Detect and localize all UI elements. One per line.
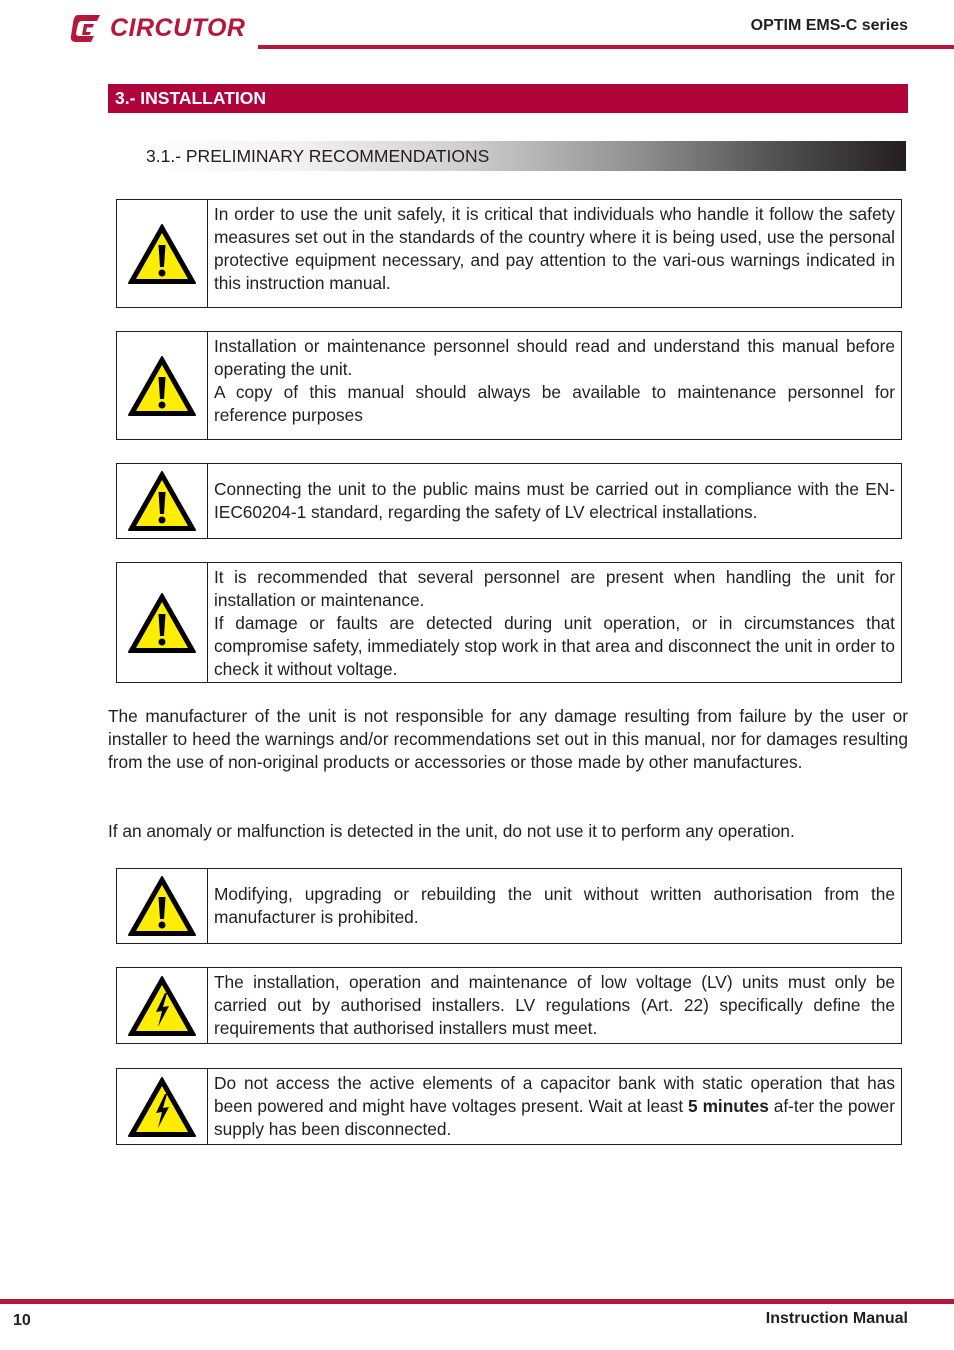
circutor-logo-icon [70, 11, 104, 45]
warning-text [208, 1069, 901, 1144]
warning-box-capacitor [116, 1068, 902, 1145]
liability-paragraph: The manufacturer of the unit is not responsible for any damage resulting from failure by the user or installer to heed the warnings and/or recommendations set out in this manual, nor for damages resulting from the use of non-original products or accessories or those made by other manufactures. [108, 706, 908, 772]
warning-text-line: Installation or maintenance personnel should read and understand this manual before operating the unit. [214, 336, 895, 379]
exclamation-warning-icon [127, 875, 197, 937]
footer-manual-title: Instruction Manual [765, 1310, 908, 1327]
malfunction-paragraph: If an anomaly or malfunction is detected in the unit, do not use it to perform any operation. [108, 821, 795, 841]
warning-text-line: If damage or faults are detected during unit operation, or in circumstances that compromise safety, immediately stop work in that area and disconnect the unit in order to check it without voltage. [214, 613, 895, 679]
warning-text-part: Do not access the active elements of a capacitor bank with static operation that has been powered and might have voltages present. Wait at least [214, 1073, 895, 1116]
electrical-hazard-icon [127, 1076, 197, 1138]
electrical-hazard-icon [127, 975, 197, 1037]
subsection-title: 3.1.- PRELIMINARY RECOMMENDATIONS [146, 141, 906, 171]
circutor-logo [70, 10, 245, 46]
warning-text: Connecting the unit to the public mains must be carried out in compliance with the EN-IEC60204-1 standard, regarding the safety of LV electrical installations. [214, 479, 895, 522]
section-title: 3.- INSTALLATION [108, 84, 908, 113]
exclamation-warning-icon [127, 355, 197, 417]
warning-text-part: af-ter the power supply has been disconnected. [214, 1096, 895, 1139]
warning-text-emphasis: 5 minutes [688, 1096, 769, 1116]
warning-box-safety [116, 199, 902, 308]
header-rule [258, 45, 954, 49]
warning-text: Modifying, upgrading or rebuilding the unit without written authorisation from the manufacturer is prohibited. [214, 884, 895, 927]
footer-rule [0, 1299, 954, 1304]
series-title: OPTIM EMS-C series [750, 17, 908, 34]
page-number: 10 [13, 1312, 31, 1329]
warning-text-line: It is recommended that several personnel are present when handling the unit for installation or maintenance. [214, 567, 895, 610]
warning-text: In order to use the unit safely, it is critical that individuals who handle it follow the safety measures set out in the standards of the country where it is being used, use the personal protective equipment necessary, and pay attention to the vari-ous warnings indicated in this instruction manual. [214, 204, 895, 293]
brand-name: CIRCUTOR [110, 13, 246, 42]
warning-box-modifying [116, 868, 902, 944]
exclamation-warning-icon [127, 592, 197, 654]
warning-box-personnel [116, 562, 902, 683]
warning-text-line: A copy of this manual should always be available to maintenance personnel for reference purposes [214, 382, 895, 425]
exclamation-warning-icon [127, 470, 197, 532]
exclamation-warning-icon [127, 223, 197, 285]
warning-box-mains [116, 463, 902, 539]
warning-box-read-manual [116, 331, 902, 440]
warning-text: The installation, operation and maintenance of low voltage (LV) units must only be carried out by authorised installers. LV regulations (Art. 22) specifically define the requirements that authorised installers must meet. [214, 972, 895, 1038]
warning-box-lv-installers [116, 967, 902, 1044]
